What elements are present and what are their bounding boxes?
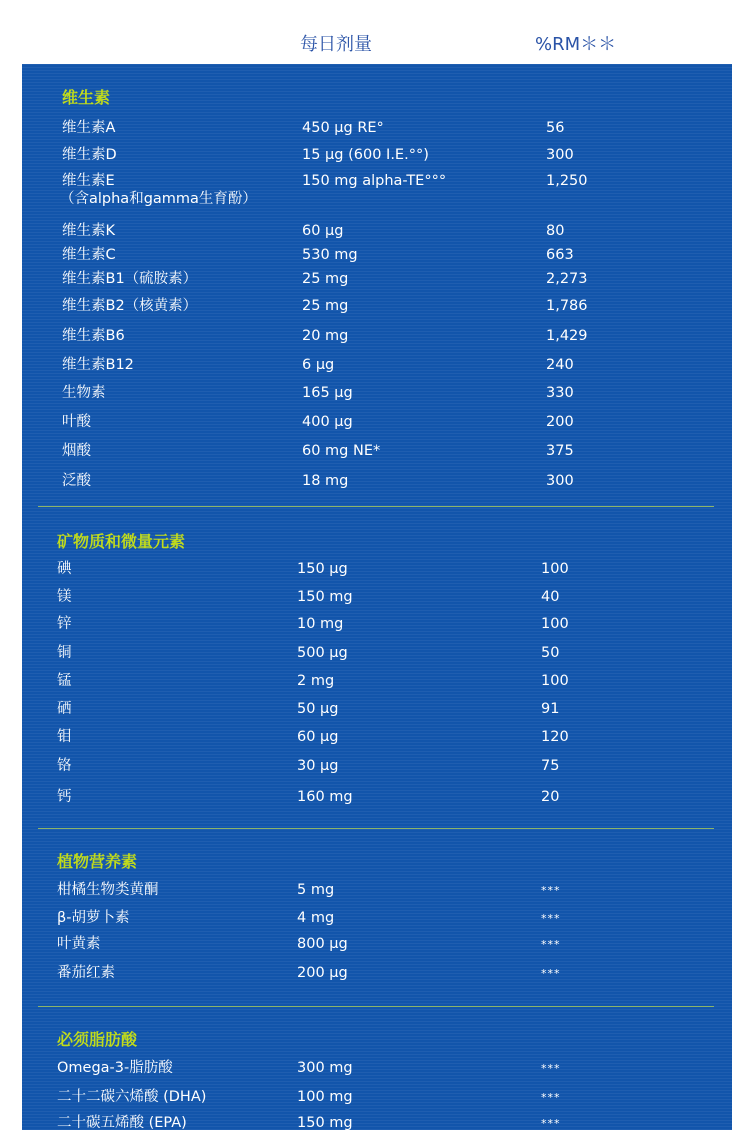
daily-dose-value: 10 mg bbox=[297, 616, 344, 632]
daily-dose-value: 160 mg bbox=[297, 789, 353, 805]
rm-percent-value: 20 bbox=[541, 789, 560, 805]
nutrient-name: 锰 bbox=[57, 673, 72, 689]
nutrient-name: 叶黄素 bbox=[57, 936, 101, 952]
rm-percent-value: 100 bbox=[541, 561, 569, 577]
table-row bbox=[22, 560, 732, 582]
table-row bbox=[22, 222, 732, 244]
nutrient-name: 铬 bbox=[57, 758, 72, 774]
table-row bbox=[22, 270, 732, 292]
nutrient-name: 维生素B1（硫胺素） bbox=[62, 271, 198, 287]
table-row bbox=[22, 384, 732, 406]
nutrient-name: 钼 bbox=[57, 729, 72, 745]
daily-dose-value: 200 µg bbox=[297, 965, 348, 981]
nutrient-name: 碘 bbox=[57, 561, 72, 577]
table-row bbox=[22, 672, 732, 694]
section-divider bbox=[38, 1006, 714, 1007]
table-row bbox=[22, 472, 732, 494]
nutrient-name-note: （含alpha和gamma生育酚） bbox=[60, 191, 257, 207]
daily-dose-value: 150 µg bbox=[297, 561, 348, 577]
rm-percent-value: 91 bbox=[541, 701, 560, 717]
table-row bbox=[22, 119, 732, 141]
daily-dose-value: 2 mg bbox=[297, 673, 335, 689]
rm-percent-value: 200 bbox=[546, 414, 574, 430]
daily-dose-value: 150 mg bbox=[297, 589, 353, 605]
rm-percent-value: *** bbox=[541, 938, 561, 951]
rm-percent-value: 300 bbox=[546, 147, 574, 163]
nutrient-name: 维生素K bbox=[62, 223, 116, 239]
table-row bbox=[22, 297, 732, 319]
section-title: 维生素 bbox=[62, 88, 111, 107]
rm-percent-value: *** bbox=[541, 912, 561, 925]
nutrient-name: Omega-3-脂肪酸 bbox=[57, 1060, 173, 1076]
table-row bbox=[22, 700, 732, 722]
daily-dose-value: 15 µg (600 I.E.°°) bbox=[302, 147, 429, 163]
table-row bbox=[22, 172, 732, 207]
nutrient-name: 泛酸 bbox=[62, 473, 91, 489]
table-row bbox=[22, 413, 732, 435]
daily-dose-value: 25 mg bbox=[302, 271, 349, 287]
rm-percent-value: 50 bbox=[541, 645, 560, 661]
nutrient-name: 硒 bbox=[57, 701, 72, 717]
daily-dose-value: 800 µg bbox=[297, 936, 348, 952]
table-row bbox=[22, 644, 732, 666]
table-row bbox=[22, 1059, 732, 1081]
nutrient-name: 二十碳五烯酸 (EPA) bbox=[57, 1115, 187, 1130]
section-title: 矿物质和微量元素 bbox=[57, 532, 186, 551]
nutrient-name: 维生素A bbox=[62, 120, 116, 136]
nutrient-name: 生物素 bbox=[62, 385, 106, 401]
daily-dose-value: 30 µg bbox=[297, 758, 339, 774]
daily-dose-value: 18 mg bbox=[302, 473, 349, 489]
daily-dose-value: 450 µg RE° bbox=[302, 120, 384, 136]
rm-percent-value: 330 bbox=[546, 385, 574, 401]
nutrient-name: 叶酸 bbox=[62, 414, 91, 430]
daily-dose-value: 530 mg bbox=[302, 247, 358, 263]
rm-percent-value: 1,250 bbox=[546, 173, 588, 189]
nutrient-name: 柑橘生物类黄酮 bbox=[57, 882, 159, 898]
nutrient-name: 烟酸 bbox=[62, 443, 91, 459]
section-title: 植物营养素 bbox=[57, 852, 138, 871]
daily-dose-value: 25 mg bbox=[302, 298, 349, 314]
nutrient-name: 维生素B12 bbox=[62, 357, 134, 373]
nutrient-name: 维生素E bbox=[62, 173, 115, 189]
daily-dose-value: 60 µg bbox=[302, 223, 344, 239]
rm-percent-value: 240 bbox=[546, 357, 574, 373]
daily-dose-value: 6 µg bbox=[302, 357, 335, 373]
table-row bbox=[22, 1088, 732, 1110]
table-row bbox=[22, 588, 732, 610]
table-row bbox=[22, 728, 732, 750]
table-row bbox=[22, 146, 732, 168]
rm-percent-value: *** bbox=[541, 1091, 561, 1104]
rm-percent-value: *** bbox=[541, 1062, 561, 1075]
column-header-daily-dose: 每日剂量 bbox=[300, 34, 372, 55]
nutrient-name: 维生素C bbox=[62, 247, 116, 263]
table-row bbox=[22, 442, 732, 464]
rm-percent-value: 1,429 bbox=[546, 328, 588, 344]
nutrient-name: 铜 bbox=[57, 645, 72, 661]
rm-percent-value: 40 bbox=[541, 589, 560, 605]
rm-percent-value: 1,786 bbox=[546, 298, 588, 314]
section-title: 必须脂肪酸 bbox=[57, 1030, 138, 1049]
nutrient-name: 钙 bbox=[57, 789, 72, 805]
rm-percent-value: 80 bbox=[546, 223, 565, 239]
nutrient-name: 维生素B2（核黄素） bbox=[62, 298, 198, 314]
section-divider bbox=[38, 828, 714, 829]
rm-percent-value: *** bbox=[541, 884, 561, 897]
table-row bbox=[22, 1114, 732, 1130]
nutrient-name: 维生素D bbox=[62, 147, 117, 163]
daily-dose-value: 60 mg NE* bbox=[302, 443, 381, 459]
daily-dose-value: 100 mg bbox=[297, 1089, 353, 1105]
daily-dose-value: 165 µg bbox=[302, 385, 353, 401]
rm-percent-value: 300 bbox=[546, 473, 574, 489]
rm-percent-value: 100 bbox=[541, 616, 569, 632]
table-row bbox=[22, 615, 732, 637]
rm-percent-value: 2,273 bbox=[546, 271, 588, 287]
nutrient-name: 二十二碳六烯酸 (DHA) bbox=[57, 1089, 207, 1105]
table-row bbox=[22, 356, 732, 378]
daily-dose-value: 50 µg bbox=[297, 701, 339, 717]
rm-percent-value: *** bbox=[541, 967, 561, 980]
table-row bbox=[22, 935, 732, 957]
daily-dose-value: 300 mg bbox=[297, 1060, 353, 1076]
nutrient-name: 维生素B6 bbox=[62, 328, 125, 344]
rm-percent-value: *** bbox=[541, 1117, 561, 1130]
rm-percent-value: 56 bbox=[546, 120, 565, 136]
table-row bbox=[22, 757, 732, 779]
nutrition-table-panel bbox=[22, 64, 732, 1130]
table-row bbox=[22, 327, 732, 349]
table-row bbox=[22, 909, 732, 931]
daily-dose-value: 4 mg bbox=[297, 910, 335, 926]
rm-percent-value: 120 bbox=[541, 729, 569, 745]
daily-dose-value: 400 µg bbox=[302, 414, 353, 430]
nutrient-name: 镁 bbox=[57, 589, 72, 605]
rm-percent-value: 75 bbox=[541, 758, 560, 774]
table-row bbox=[22, 246, 732, 268]
column-header-rm: %RM＊＊ bbox=[535, 34, 617, 55]
daily-dose-value: 20 mg bbox=[302, 328, 349, 344]
nutrient-name: β-胡萝卜素 bbox=[57, 910, 130, 926]
rm-percent-value: 375 bbox=[546, 443, 574, 459]
daily-dose-value: 5 mg bbox=[297, 882, 335, 898]
table-row bbox=[22, 788, 732, 810]
rm-percent-value: 663 bbox=[546, 247, 574, 263]
table-row bbox=[22, 881, 732, 903]
nutrient-name: 番茄红素 bbox=[57, 965, 115, 981]
table-row bbox=[22, 964, 732, 986]
rm-percent-value: 100 bbox=[541, 673, 569, 689]
nutrient-name: 锌 bbox=[57, 616, 72, 632]
daily-dose-value: 500 µg bbox=[297, 645, 348, 661]
daily-dose-value: 150 mg alpha-TE°°° bbox=[302, 173, 447, 189]
daily-dose-value: 150 mg bbox=[297, 1115, 353, 1130]
daily-dose-value: 60 µg bbox=[297, 729, 339, 745]
section-divider bbox=[38, 506, 714, 507]
